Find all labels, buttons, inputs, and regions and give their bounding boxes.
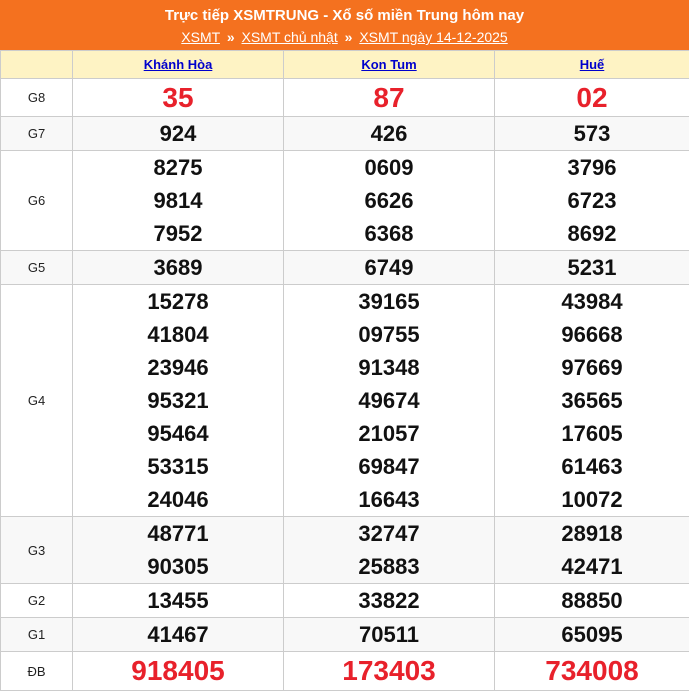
prize-number: 97669	[561, 355, 623, 380]
prize-cell	[284, 618, 495, 652]
prize-row-g1	[1, 618, 689, 652]
prize-number: 6749	[364, 255, 414, 280]
prize-number: 28918	[561, 521, 623, 546]
prize-number: 61463	[561, 454, 623, 479]
prize-number: 6368	[364, 221, 414, 246]
prize-number: 6626	[364, 188, 414, 213]
prize-number: 17605	[561, 421, 623, 446]
prize-cell	[495, 652, 689, 691]
prize-number: 6723	[567, 188, 617, 213]
prize-cell	[73, 618, 284, 652]
prize-label: G3	[1, 517, 73, 584]
prize-number: 7952	[153, 221, 203, 246]
breadcrumb-separator: »	[344, 29, 353, 45]
prize-cell	[284, 652, 495, 691]
prize-number: 32747	[358, 521, 420, 546]
prize-number: 87	[373, 82, 405, 113]
prize-cell	[495, 517, 689, 584]
prize-number: 53315	[147, 454, 209, 479]
prize-number: 42471	[561, 554, 623, 579]
prize-number: 10072	[561, 487, 623, 512]
prize-number: 95321	[147, 388, 209, 413]
prize-number: 8692	[567, 221, 617, 246]
prize-label: G7	[1, 117, 73, 151]
prize-cell	[495, 285, 689, 517]
prize-number: 35	[162, 82, 194, 113]
prize-number: 49674	[358, 388, 420, 413]
prize-row-g4	[1, 285, 689, 517]
prize-number: 33822	[358, 588, 420, 613]
prize-label: ĐB	[1, 652, 73, 691]
prize-number: 3796	[567, 155, 617, 180]
prize-number: 15278	[147, 289, 209, 314]
prize-label: G6	[1, 151, 73, 251]
prize-row-g3	[1, 517, 689, 584]
prize-column-header	[1, 51, 73, 79]
prize-number: 09755	[358, 322, 420, 347]
prize-number: 173403	[342, 655, 436, 686]
prize-cell	[284, 151, 495, 251]
breadcrumb	[0, 27, 689, 47]
prize-number: 90305	[147, 554, 209, 579]
prize-number: 426	[370, 121, 408, 146]
province-header-cell	[73, 51, 284, 79]
province-header-cell	[284, 51, 495, 79]
prize-cell	[284, 517, 495, 584]
prize-cell	[284, 117, 495, 151]
province-header-cell	[495, 51, 689, 79]
prize-number: 96668	[561, 322, 623, 347]
page-header	[0, 0, 689, 50]
prize-number: 25883	[358, 554, 420, 579]
prize-number: 39165	[358, 289, 420, 314]
prize-number: 36565	[561, 388, 623, 413]
prize-row-g7	[1, 117, 689, 151]
prize-number: 0609	[364, 155, 414, 180]
prize-number: 21057	[358, 421, 420, 446]
prize-cell	[284, 584, 495, 618]
prize-number: 48771	[147, 521, 209, 546]
prize-cell	[73, 117, 284, 151]
prize-cell	[495, 151, 689, 251]
prize-cell	[495, 584, 689, 618]
prize-cell	[284, 251, 495, 285]
prize-cell	[73, 652, 284, 691]
prize-cell	[73, 79, 284, 117]
page-title: Trực tiếp XSMTRUNG - Xổ số miền Trung hôm nay	[164, 7, 525, 24]
prize-row-g2	[1, 584, 689, 618]
prize-number: 5231	[567, 255, 617, 280]
prize-row-g6	[1, 151, 689, 251]
prize-number: 9814	[153, 188, 203, 213]
prize-label: G5	[1, 251, 73, 285]
prize-cell	[73, 517, 284, 584]
province-link-kon-tum[interactable]: Kon Tum	[361, 57, 417, 72]
prize-number: 8275	[153, 155, 203, 180]
province-link-khanh-hoa[interactable]: Khánh Hòa	[143, 57, 213, 72]
province-link-hue[interactable]: Huế	[579, 57, 605, 72]
prize-label: G8	[1, 79, 73, 117]
prize-number: 69847	[358, 454, 420, 479]
prize-row-g5	[1, 251, 689, 285]
prize-number: 918405	[131, 655, 225, 686]
prize-row-g8	[1, 79, 689, 117]
prize-number: 734008	[545, 655, 639, 686]
province-header-row	[1, 51, 689, 79]
prize-number: 3689	[153, 255, 203, 280]
prize-number: 43984	[561, 289, 623, 314]
breadcrumb-link-xsmt-sunday[interactable]: XSMT chủ nhật	[241, 29, 338, 45]
prize-number: 95464	[147, 421, 209, 446]
prize-number: 70511	[359, 622, 419, 647]
prize-label: G1	[1, 618, 73, 652]
prize-number: 924	[159, 121, 197, 146]
prize-row-đb	[1, 652, 689, 691]
prize-cell	[495, 117, 689, 151]
breadcrumb-separator: »	[226, 29, 235, 45]
prize-number: 02	[576, 82, 608, 113]
results-table	[0, 50, 689, 691]
prize-label: G4	[1, 285, 73, 517]
prize-table-body	[1, 79, 689, 691]
prize-number: 16643	[358, 487, 420, 512]
prize-number: 24046	[147, 487, 209, 512]
prize-cell	[495, 251, 689, 285]
prize-cell	[495, 79, 689, 117]
prize-number: 41467	[147, 622, 209, 647]
prize-cell	[73, 584, 284, 618]
prize-cell	[73, 251, 284, 285]
breadcrumb-link-xsmt-date[interactable]: XSMT ngày 14-12-2025	[359, 29, 508, 45]
prize-number: 573	[573, 121, 611, 146]
prize-number: 13455	[147, 588, 209, 613]
breadcrumb-link-xsmt[interactable]: XSMT	[181, 29, 220, 45]
prize-cell	[73, 151, 284, 251]
prize-cell	[284, 285, 495, 517]
prize-number: 88850	[561, 588, 623, 613]
prize-number: 65095	[561, 622, 623, 647]
prize-number: 23946	[147, 355, 209, 380]
prize-cell	[73, 285, 284, 517]
prize-number: 41804	[147, 322, 209, 347]
prize-number: 91348	[358, 355, 420, 380]
prize-cell	[495, 618, 689, 652]
prize-label: G2	[1, 584, 73, 618]
prize-cell	[284, 79, 495, 117]
